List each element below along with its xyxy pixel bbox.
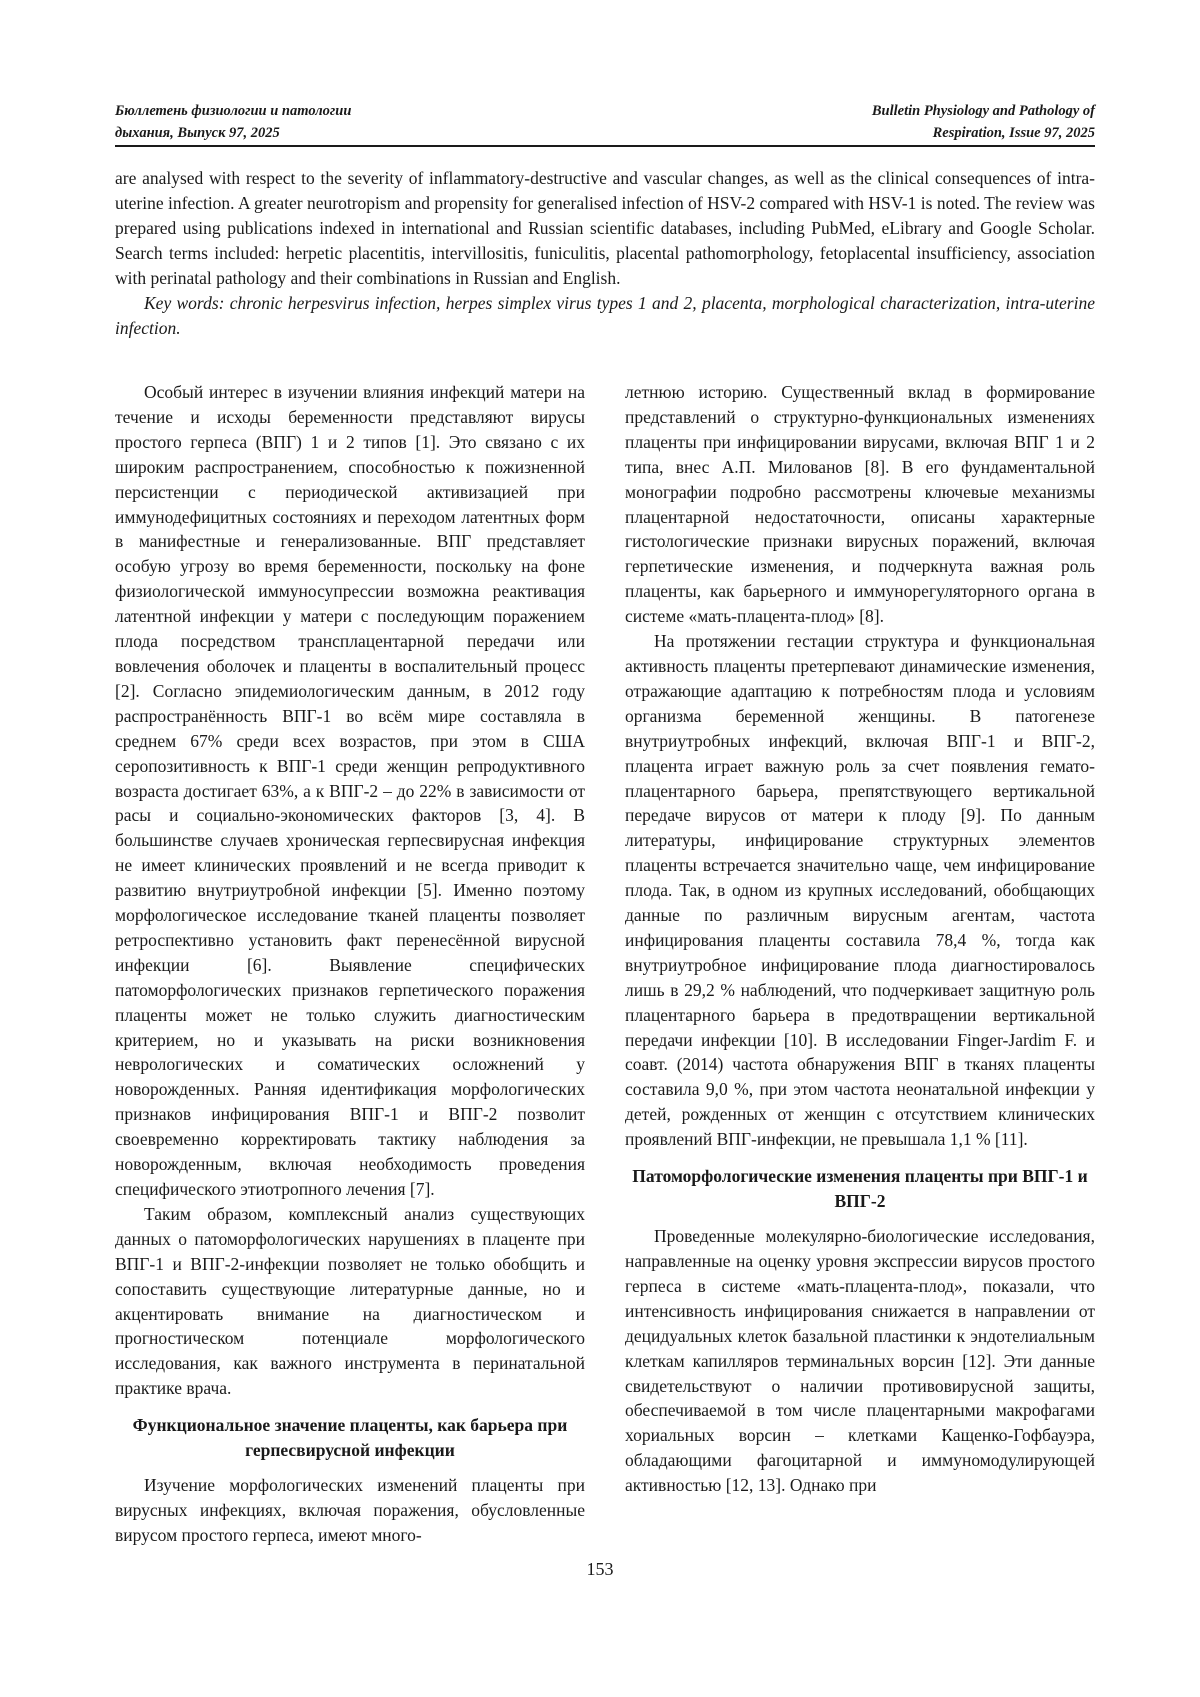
header-right-line-2: Respiration, Issue 97, 2025 xyxy=(872,122,1095,144)
section-heading: Функциональное значение плаценты, как барьера при герпесвирусной инфекции xyxy=(115,1413,585,1463)
paragraph: Особый интерес в изучении влияния инфекций матери на течение и исходы беременности представляют вирусы простого герпеса (ВПГ) 1 и 2 типов [1]. Это связано с их широким распространением, способностью к пожизненной персистенции с периодической активизацией при иммунодефицитных состояниях и переходом латентных форм в манифестные и генерализованные. ВПГ представляет особую угрозу во время беременности, поскольку на фоне физиологической иммуносупрессии возможна реактивация латентной инфекции у матери с последующим поражением плода посредством трансплацентарной передачи или вовлечения оболочек и плаценты в воспалительный процесс [2]. Согласно эпидемиологическим данным, в 2012 году распространённость ВПГ-1 во всём мире составляла в среднем 67% среди всех возрастов, при этом в США серопозитивность к ВПГ-1 среди женщин репродуктивного возраста достигает 63%, а к ВПГ-2 – до 22% в зависимости от расы и социально-экономических факторов [3, 4]. В большинстве случаев хроническая герпесвирусная инфекция не имеет клинических проявлений и не всегда приводит к развитию внутриутробной инфекции [5]. Именно поэтому морфологическое исследование тканей плаценты позволяет ретроспективно установить факт перенесённой вирусной инфекции [6]. Выявление специфических патоморфологических признаков герпетического поражения плаценты может не только служить диагностическим критерием, но и указывать на риски возникновения неврологических и соматических осложнений у новорожденных. Ранняя идентификация морфологических признаков инфицирования ВПГ-1 и ВПГ-2 позволит своевременно корректировать тактику наблюдения за новорожденным, включая необходимость проведения специфического этиотропного лечения [7]. xyxy=(115,380,585,1202)
paragraph: Таким образом, комплексный анализ существующих данных о патоморфологических нарушениях в плаценте при ВПГ-1 и ВПГ-2-инфекции позволяет не только обобщить и сопоставить существующие литературные данные, но и акцентировать внимание на диагностическом и прогностическом потенциале морфологического исследования, как важного инструмента в перинатальной практике врача. xyxy=(115,1202,585,1401)
paragraph: летнюю историю. Существенный вклад в формирование представлений о структурно-функциональных изменениях плаценты при инфицировании вирусами, включая ВПГ 1 и 2 типа, внес А.П. Милованов [8]. В его фундаментальной монографии подробно рассмотрены ключевые механизмы плацентарной недостаточности, описаны характерные гистологические признаки вирусных поражений, включая герпетические изменения, и подчеркнута важная роль плаценты, как барьерного и иммунорегуляторного органа в системе «мать-плацента-плод» [8]. xyxy=(625,380,1095,629)
left-column xyxy=(115,380,585,1548)
journal-page xyxy=(0,0,1200,1697)
paragraph: На протяжении гестации структура и функциональная активность плаценты претерпевают динамические изменения, отражающие адаптацию к потребностям плода и условиям организма беременной женщины. В патогенезе внутриутробных инфекций, включая ВПГ-1 и ВПГ-2, плацента играет важную роль за счет появления гемато-плацентарного барьера, препятствующего вертикальной передаче вирусов от матери к плоду [9]. По данным литературы, инфицирование структурных элементов плаценты встречается значительно чаще, чем инфицирование плода. Так, в одном из крупных исследований, обобщающих данные по различным вирусным агентам, частота инфицирования плаценты составила 78,4 %, тогда как внутриутробное инфицирование плода диагностировалось лишь в 29,2 % наблюдений, что подчеркивает защитную роль плацентарного барьера в предотвращении вертикальной передачи инфекции [10]. В исследовании Finger-Jardim F. и соавт. (2014) частота обнаружения ВПГ в тканях плаценты составила 9,0 %, при этом частота неонатальной инфекции у детей, рожденных от женщин с отсутствием клинических проявлений ВПГ-инфекции, не превышала 1,1 % [11]. xyxy=(625,629,1095,1152)
header-right-line-1: Bulletin Physiology and Pathology of xyxy=(872,100,1095,122)
paragraph: Изучение морфологических изменений плаценты при вирусных инфекциях, включая поражения, обусловленные вирусом простого герпеса, имеют много- xyxy=(115,1473,585,1548)
keywords: Key words: chronic herpesvirus infection, herpes simplex virus types 1 and 2, placenta, morphological characterization, intra-uterine infection. xyxy=(115,291,1095,341)
header-left-line-1: Бюллетень физиологии и патологии xyxy=(115,100,351,122)
header-left-line-2: дыхания, Выпуск 97, 2025 xyxy=(115,122,351,144)
header-divider xyxy=(115,145,1095,147)
journal-title-english xyxy=(872,100,1095,144)
abstract-text: are analysed with respect to the severity of inflammatory-destructive and vascular changes, as well as the clinical consequences of intra-uterine infection. A greater neurotropism and propensity for generalised infection of HSV-2 compared with HSV-1 is noted. The review was prepared using publications indexed in international and Russian scientific databases, including PubMed, eLibrary and Google Scholar. Search terms included: herpetic placentitis, intervillositis, funiculitis, placental pathomorphology, fetoplacental insufficiency, association with perinatal pathology and their combinations in Russian and English. xyxy=(115,166,1095,291)
abstract-block xyxy=(115,166,1095,341)
right-column xyxy=(625,380,1095,1498)
section-heading: Патоморфологические изменения плаценты при ВПГ-1 и ВПГ-2 xyxy=(625,1164,1095,1214)
running-header xyxy=(115,100,1095,146)
paragraph: Проведенные молекулярно-биологические исследования, направленные на оценку уровня экспрессии вирусов простого герпеса в системе «мать-плацента-плод», показали, что интенсивность инфицирования снижается в направлении от децидуальных клеток базальной пластинки к эндотелиальным клеткам капилляров терминальных ворсин [12]. Эти данные свидетельствуют о наличии противовирусной защиты, обеспечиваемой в том числе плацентарными макрофагами хориальных ворсин – клетками Кащенко-Гофбауэра, обладающими фагоцитарной и иммуномодулирующей активностью [12, 13]. Однако при xyxy=(625,1224,1095,1498)
journal-title-russian xyxy=(115,100,351,144)
page-number: 153 xyxy=(0,1557,1200,1581)
